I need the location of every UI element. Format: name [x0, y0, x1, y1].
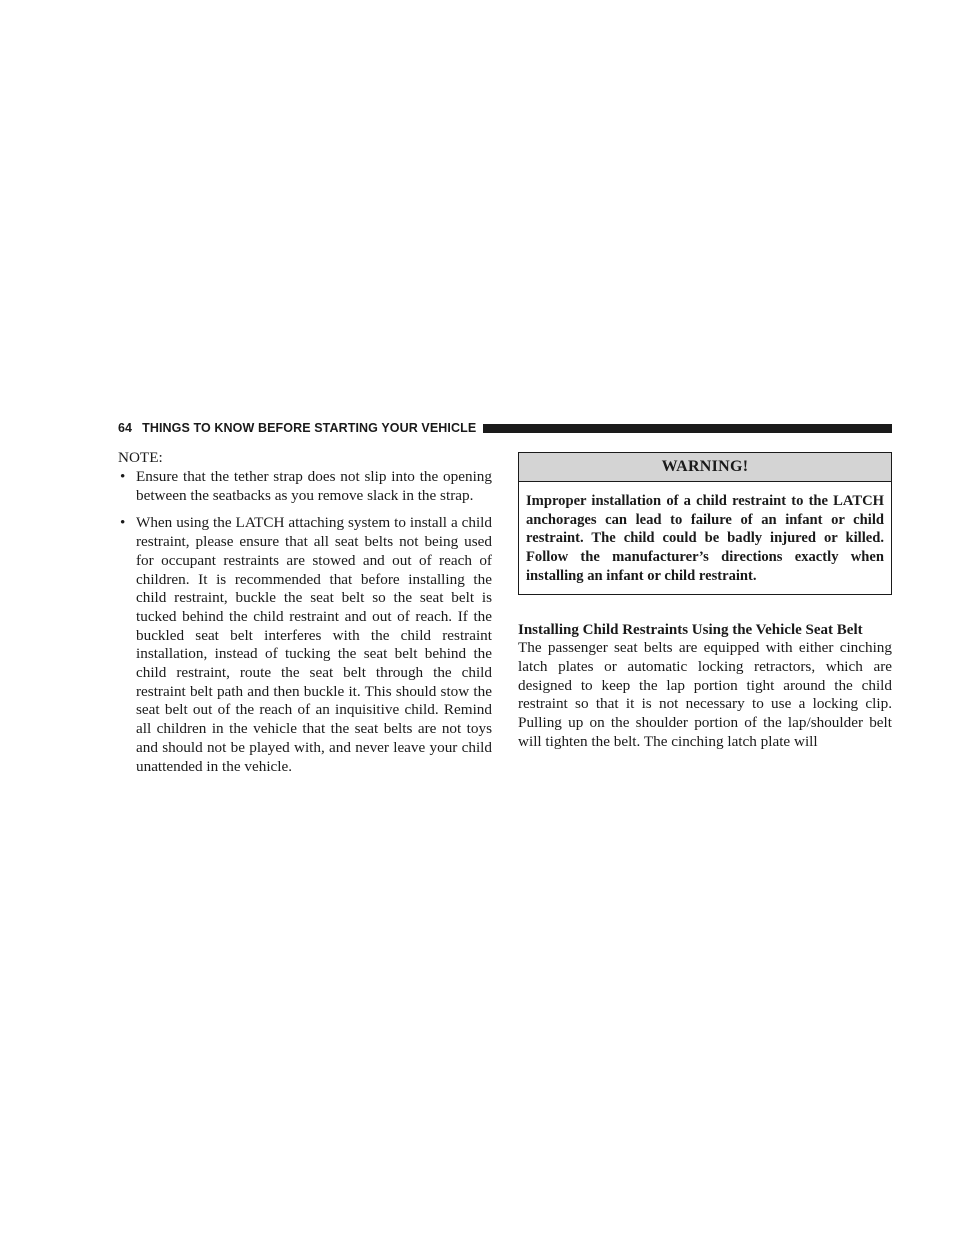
- warning-text: Improper installation of a child restraint to the LATCH anchorages can lead to failure of an infant or child restraint. The child could be badly injured or killed. Follow the manufacturer’s directions exactly when installing an infant or child restraint.: [526, 493, 884, 584]
- warning-title: WARNING!: [519, 453, 891, 482]
- note-bullet-list: [118, 468, 492, 776]
- bullet-icon: •: [120, 468, 126, 485]
- bullet-icon: •: [120, 514, 126, 532]
- header-rule: [483, 424, 892, 433]
- bullet-text: Ensure that the tether strap does not slip into the opening between the seatbacks as you remove slack in the strap.: [136, 468, 492, 504]
- right-column: [518, 452, 892, 751]
- section-title: THINGS TO KNOW BEFORE STARTING YOUR VEHICLE: [142, 421, 477, 435]
- page-header: [118, 419, 892, 437]
- section-subheading: Installing Child Restraints Using the Vehicle Seat Belt: [518, 621, 863, 638]
- bullet-text: When using the LATCH attaching system to install a child restraint, please ensure that all seat belts not being used for occupant restraints are stowed and out of reach of children. It is recommended that before installing the child restraint, buckle the seat belt so the seat belt is tucked behind the child restraint and out of reach. If the buckled seat belt interferes with the child restraint installation, instead of tucking the seat belt behind the child restraint, route the seat belt through the child restraint belt path and then buckle it. This should stow the seat belt out of the reach of an inquisitive child. Remind all children in the vehicle that the seat belts are not toys and should not be played with, and never leave your child unattended in the vehicle.: [136, 514, 492, 775]
- list-item: [118, 468, 492, 505]
- body-paragraph: The passenger seat belts are equipped with either cinching latch plates or automatic locking retractors, which are designed to keep the lap portion tight around the child restraint so that it is not necessary to use a locking clip. Pulling up on the shoulder portion of the lap/shoulder belt will tighten the belt. The cinching latch plate will: [518, 639, 892, 750]
- note-label: NOTE:: [118, 449, 163, 466]
- page-number: 64: [118, 421, 133, 435]
- left-column: [118, 449, 492, 785]
- warning-box: [518, 452, 892, 595]
- list-item: [118, 514, 492, 776]
